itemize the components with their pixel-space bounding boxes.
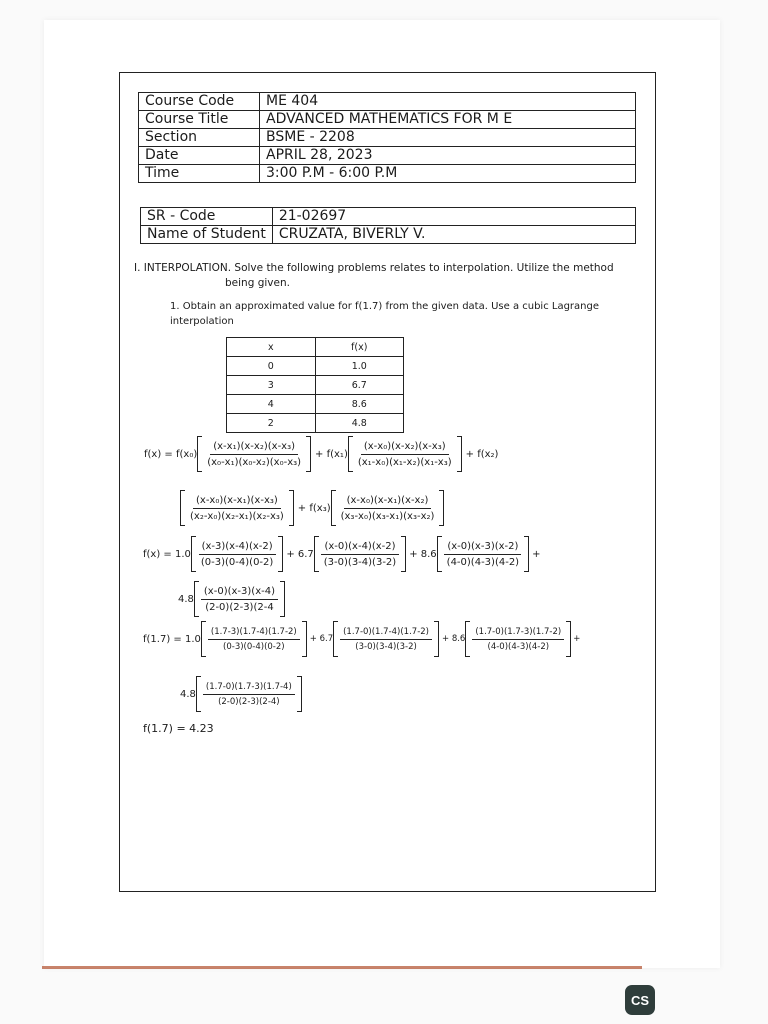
scan-edge-line — [42, 966, 642, 969]
denominator: (x₀-x₁)(x₀-x₂)(x₀-x₃) — [207, 456, 302, 468]
right-bracket — [457, 436, 462, 472]
plus-sign: + — [573, 634, 581, 644]
term-fraction — [203, 682, 295, 707]
plus-sign: + — [532, 548, 541, 560]
cell-x: 2 — [227, 414, 316, 433]
substituted-lhs: f(x) = 1.0 — [143, 548, 191, 560]
header-fx: f(x) — [315, 338, 404, 357]
final-answer: f(1.7) = 4.23 — [143, 722, 214, 735]
term-fraction — [340, 627, 432, 652]
course-code-label: Course Code — [139, 93, 260, 111]
denominator: (x₃-x₀)(x₃-x₁)(x₃-x₂) — [340, 510, 435, 522]
page-border — [119, 72, 656, 892]
numerator: (1.7-0)(1.7-3)(1.7-2) — [472, 627, 564, 640]
right-bracket — [280, 581, 285, 617]
header-x: x — [227, 338, 316, 357]
denominator: (3-0)(3-4)(3-2) — [355, 641, 417, 652]
camscanner-logo: CS — [625, 985, 655, 1015]
left-bracket — [196, 676, 201, 712]
cell-x: 0 — [227, 357, 316, 376]
numerator: (x-x₀)(x-x₁)(x-x₂) — [344, 495, 432, 509]
numerator: (1.7-0)(1.7-4)(1.7-2) — [340, 627, 432, 640]
general-formula-line-2 — [180, 490, 444, 526]
term-fraction — [338, 495, 438, 522]
left-bracket — [437, 536, 442, 572]
numerator: (x-x₁)(x-x₂)(x-x₃) — [210, 441, 298, 455]
course-code-value: ME 404 — [260, 93, 636, 111]
denominator: (x₁-x₀)(x₁-x₂)(x₁-x₃) — [357, 456, 452, 468]
term-fraction — [201, 586, 278, 613]
general-formula-line-1 — [144, 436, 498, 472]
term-fraction — [321, 541, 399, 568]
instruction-line-1: I. INTERPOLATION. Solve the following problems relates to interpolation. Utilize the method — [134, 262, 614, 274]
denominator: (2-0)(2-3)(2-4 — [205, 601, 274, 613]
numerator: (1.7-0)(1.7-3)(1.7-4) — [203, 682, 295, 695]
sr-code-row — [141, 208, 636, 226]
date-value: APRIL 28, 2023 — [260, 147, 636, 165]
right-bracket — [434, 621, 439, 657]
left-bracket — [348, 436, 353, 472]
numerator: (1.7-3)(1.7-4)(1.7-2) — [208, 627, 300, 640]
left-bracket — [180, 490, 185, 526]
term-prefix: + f(x₂) — [465, 448, 499, 460]
right-bracket — [566, 621, 571, 657]
student-name-row — [141, 226, 636, 244]
denominator: (4-0)(4-3)(4-2) — [446, 556, 520, 568]
problem-line-1: 1. Obtain an approximated value for f(1.7) from the given data. Use a cubic Lagrange — [170, 301, 600, 312]
term-prefix: + f(x₁) — [315, 448, 348, 460]
term-prefix: + 6.7 — [309, 634, 334, 644]
left-bracket — [465, 621, 470, 657]
cell-x: 3 — [227, 376, 316, 395]
table-row — [227, 395, 404, 414]
left-bracket — [191, 536, 196, 572]
numerator: (x-0)(x-3)(x-2) — [444, 541, 521, 555]
numerator: (x-x₀)(x-x₂)(x-x₃) — [361, 441, 449, 455]
substituted-line-2 — [178, 581, 285, 617]
general-lhs: f(x) = f(x₀) — [144, 448, 198, 460]
term-prefix: + 8.6 — [409, 548, 437, 560]
time-label: Time — [139, 165, 260, 183]
right-bracket — [278, 536, 283, 572]
course-info-table — [138, 92, 636, 183]
term-fraction — [472, 627, 564, 652]
left-bracket — [314, 536, 319, 572]
instruction-line-2: being given. — [225, 277, 290, 289]
term-fraction — [187, 495, 287, 522]
evaluated-line-2 — [180, 676, 302, 712]
right-bracket — [439, 490, 444, 526]
left-bracket — [194, 581, 199, 617]
term-prefix: + 8.6 — [442, 634, 466, 644]
student-info-table — [140, 207, 636, 244]
right-bracket — [306, 436, 311, 472]
numerator: (x-3)(x-4)(x-2) — [199, 541, 276, 555]
left-bracket — [197, 436, 202, 472]
substituted-line-1 — [143, 536, 540, 572]
denominator: (x₂-x₀)(x₂-x₁)(x₂-x₃) — [190, 510, 284, 522]
right-bracket — [524, 536, 529, 572]
date-label: Date — [139, 147, 260, 165]
left-bracket — [333, 621, 338, 657]
course-title-row — [139, 111, 636, 129]
table-row — [227, 414, 404, 433]
term-prefix: 4.8 — [178, 593, 194, 605]
denominator: (3-0)(3-4)(3-2) — [323, 556, 397, 568]
course-code-row — [139, 93, 636, 111]
right-bracket — [289, 490, 294, 526]
cell-fx: 8.6 — [315, 395, 404, 414]
evaluated-lhs: f(1.7) = 1.0 — [143, 633, 201, 645]
numerator: (x-x₀)(x-x₁)(x-x₃) — [193, 495, 281, 509]
student-name-value: CRUZATA, BIVERLY V. — [272, 226, 635, 244]
denominator: (2-0)(2-3)(2-4) — [218, 696, 280, 707]
term-prefix: + 6.7 — [286, 548, 314, 560]
numerator: (x-0)(x-3)(x-4) — [201, 586, 278, 600]
section-label: Section — [139, 129, 260, 147]
time-row — [139, 165, 636, 183]
problem-line-2: interpolation — [170, 316, 234, 327]
table-row — [227, 357, 404, 376]
sr-code-label: SR - Code — [141, 208, 273, 226]
denominator: (0-3)(0-4)(0-2) — [200, 556, 274, 568]
right-bracket — [302, 621, 307, 657]
denominator: (4-0)(4-3)(4-2) — [487, 641, 550, 652]
cell-fx: 1.0 — [315, 357, 404, 376]
cell-x: 4 — [227, 395, 316, 414]
section-row — [139, 129, 636, 147]
term-prefix: 4.8 — [180, 688, 196, 700]
left-bracket — [331, 490, 336, 526]
term-fraction — [204, 441, 304, 468]
term-fraction — [444, 541, 522, 568]
term-fraction — [208, 627, 300, 652]
left-bracket — [201, 621, 206, 657]
section-value: BSME - 2208 — [260, 129, 636, 147]
cell-fx: 4.8 — [315, 414, 404, 433]
numerator: (x-0)(x-4)(x-2) — [321, 541, 398, 555]
evaluated-line-1 — [143, 621, 580, 657]
course-title-label: Course Title — [139, 111, 260, 129]
term-fraction — [355, 441, 455, 468]
data-table-header — [227, 338, 404, 357]
right-bracket — [401, 536, 406, 572]
table-row — [227, 376, 404, 395]
term-fraction — [198, 541, 276, 568]
student-name-label: Name of Student — [141, 226, 273, 244]
denominator: (0-3)(0-4)(0-2) — [223, 641, 285, 652]
sr-code-value: 21-02697 — [272, 208, 635, 226]
course-title-value: ADVANCED MATHEMATICS FOR M E — [260, 111, 636, 129]
date-row — [139, 147, 636, 165]
right-bracket — [297, 676, 302, 712]
data-table — [226, 337, 404, 433]
term-prefix: + f(x₃) — [297, 502, 331, 514]
cell-fx: 6.7 — [315, 376, 404, 395]
time-value: 3:00 P.M - 6:00 P.M — [260, 165, 636, 183]
